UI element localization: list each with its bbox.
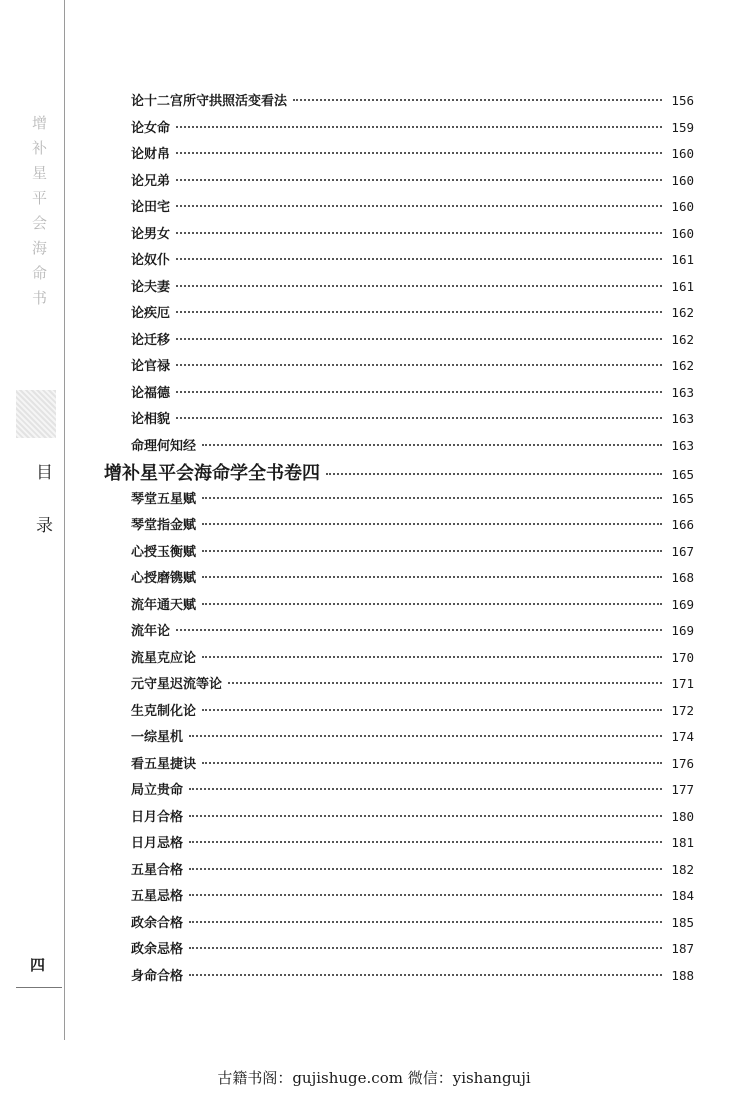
toc-entry-page: 188 (671, 967, 694, 983)
toc-entry-page: 162 (671, 305, 694, 320)
toc-entry-page: 176 (671, 755, 694, 771)
footer-watermark: 古籍书阁：gujishuge.com 微信：yishanguji (217, 1069, 531, 1087)
toc-entry[interactable] (131, 302, 694, 324)
toc-entry-page: 160 (671, 225, 694, 241)
toc-entry-page: 159 (671, 119, 694, 135)
toc-entry[interactable] (131, 832, 694, 854)
toc-entry-title: 生克制化论 (131, 703, 197, 719)
toc-entry-title: 论男女 (131, 226, 171, 242)
toc-entry[interactable] (131, 90, 694, 112)
toc-volume-heading[interactable] (104, 459, 694, 484)
toc-entry[interactable] (131, 647, 694, 669)
toc-entry-title: 论十二宫所守拱照活变看法 (131, 94, 288, 109)
toc-entry-page: 171 (671, 676, 694, 691)
leader-dots (189, 947, 662, 949)
leader-dots (189, 921, 662, 923)
toc-entry[interactable] (131, 779, 694, 801)
toc-entry-page: 166 (671, 517, 694, 532)
toc-entry-page: 169 (671, 596, 694, 612)
toc-entry[interactable] (131, 382, 694, 404)
leader-dots (176, 285, 662, 287)
leader-dots (202, 603, 662, 605)
toc-entry[interactable] (131, 276, 694, 298)
toc-entry[interactable] (131, 620, 694, 642)
toc-entry[interactable] (131, 594, 694, 616)
page-number-rule (16, 987, 62, 988)
toc-entry[interactable] (131, 700, 694, 722)
toc-entry-title: 增补星平会海命学全书卷四 (104, 463, 320, 484)
toc-entry-title: 论奴仆 (131, 253, 171, 268)
running-book-title: 增补星平会海命书 (30, 115, 48, 315)
toc-entry-page: 174 (671, 729, 694, 744)
leader-dots (189, 841, 662, 843)
leader-dots (176, 205, 662, 207)
toc-entry-title: 论夫妻 (131, 279, 171, 295)
toc-entry-title: 心授磨镌赋 (131, 571, 197, 586)
leader-dots (202, 497, 662, 499)
toc-entry[interactable] (131, 223, 694, 245)
toc-entry[interactable] (131, 912, 694, 934)
toc-entry-title: 流星克应论 (131, 650, 197, 666)
toc-entry[interactable] (131, 143, 694, 165)
leader-dots (202, 444, 662, 446)
toc-entry-page: 182 (671, 861, 694, 877)
toc-entry-title: 局立贵命 (131, 783, 184, 798)
toc-entry-title: 身命合格 (131, 968, 184, 984)
toc-entry-page: 162 (671, 358, 694, 373)
toc-entry-page: 184 (671, 888, 694, 903)
leader-dots (326, 473, 662, 475)
toc-entry-title: 论福德 (131, 385, 171, 401)
toc-entry[interactable] (131, 673, 694, 695)
toc-entry-title: 流年论 (131, 624, 171, 639)
leader-dots (176, 629, 662, 631)
toc-entry-title: 流年通天赋 (131, 597, 197, 613)
toc-entry[interactable] (131, 938, 694, 960)
scan-smudge (16, 390, 56, 438)
leader-dots (176, 417, 662, 419)
toc-entry-title: 琴堂五星赋 (131, 491, 197, 507)
toc-entry-page: 161 (671, 252, 694, 267)
toc-entry-page: 177 (671, 782, 694, 797)
toc-entry[interactable] (131, 965, 694, 987)
spine-line (64, 0, 65, 1040)
toc-entry[interactable] (131, 117, 694, 139)
leader-dots (202, 576, 662, 578)
toc-entry-title: 政余忌格 (131, 942, 184, 957)
toc-entry[interactable] (131, 567, 694, 589)
toc-entry[interactable] (131, 249, 694, 271)
leader-dots (176, 364, 662, 366)
toc-entry[interactable] (131, 885, 694, 907)
toc-entry[interactable] (131, 753, 694, 775)
toc-entry[interactable] (131, 514, 694, 536)
toc-entry-title: 论女命 (131, 120, 171, 136)
toc-entry[interactable] (131, 329, 694, 351)
toc-entry[interactable] (131, 859, 694, 881)
toc-entry[interactable] (131, 488, 694, 510)
toc-entry-title: 论迁移 (131, 332, 171, 348)
toc-entry-title: 论疾厄 (131, 306, 171, 321)
toc-entry-page: 167 (671, 543, 694, 559)
leader-dots (189, 868, 662, 870)
leader-dots (176, 258, 662, 260)
toc-entry-page: 185 (671, 914, 694, 930)
toc-entry-title: 论田宅 (131, 200, 171, 215)
leader-dots (189, 974, 662, 976)
toc-entry-page: 160 (671, 172, 694, 188)
toc-entry[interactable] (131, 541, 694, 563)
leader-dots (202, 762, 662, 764)
leader-dots (189, 894, 662, 896)
leader-dots (189, 788, 662, 790)
toc-entry-title: 论相貌 (131, 412, 171, 427)
leader-dots (176, 311, 662, 313)
toc-entry-title: 一综星机 (131, 730, 184, 745)
leader-dots (189, 815, 662, 817)
toc-entry-page: 180 (671, 808, 694, 824)
leader-dots (176, 391, 662, 393)
leader-dots (202, 709, 662, 711)
toc-entry-page: 187 (671, 941, 694, 956)
leader-dots (189, 735, 662, 737)
toc-entry-page: 160 (671, 199, 694, 214)
toc-entry-page: 163 (671, 411, 694, 426)
toc-entry-page: 162 (671, 331, 694, 347)
toc-entry-page: 170 (671, 649, 694, 665)
leader-dots (293, 99, 662, 101)
toc-entry-title: 论官禄 (131, 359, 171, 374)
toc-entry[interactable] (131, 435, 694, 457)
leader-dots (176, 126, 662, 128)
toc-entry-page: 165 (671, 467, 694, 482)
toc-entry-title: 日月合格 (131, 809, 184, 825)
leader-dots (176, 179, 662, 181)
toc-entry-page: 160 (671, 146, 694, 161)
toc-entry[interactable] (131, 726, 694, 748)
toc-entry-title: 元守星迟流等论 (131, 677, 223, 692)
toc-entry-title: 政余合格 (131, 915, 184, 931)
toc-entry-page: 168 (671, 570, 694, 585)
toc-entry-title: 命理何知经 (131, 438, 197, 454)
leader-dots (202, 550, 662, 552)
toc-entry-title: 论财帛 (131, 147, 171, 162)
toc-entry-page: 161 (671, 278, 694, 294)
leader-dots (202, 523, 662, 525)
toc-entry[interactable] (131, 408, 694, 430)
toc-entry-title: 看五星捷诀 (131, 756, 197, 772)
toc-entry-title: 日月忌格 (131, 836, 184, 851)
toc-entry-title: 五星合格 (131, 862, 184, 878)
toc-entry[interactable] (131, 355, 694, 377)
toc-entry[interactable] (131, 806, 694, 828)
leader-dots (176, 338, 662, 340)
toc-entry-page: 163 (671, 384, 694, 400)
toc-entry[interactable] (131, 170, 694, 192)
toc-entry-page: 156 (671, 93, 694, 108)
toc-entry-page: 163 (671, 437, 694, 453)
toc-entry-title: 论兄弟 (131, 173, 171, 189)
toc-entry-page: 181 (671, 835, 694, 850)
leader-dots (176, 152, 662, 154)
toc-entry-title: 琴堂指金赋 (131, 518, 197, 533)
leader-dots (176, 232, 662, 234)
toc-entry-page: 169 (671, 623, 694, 638)
leader-dots (202, 656, 662, 658)
leader-dots (228, 682, 662, 684)
page-number: 四 (30, 956, 46, 974)
toc-entry-title: 心授玉衡赋 (131, 544, 197, 560)
section-label: 目录 (32, 463, 52, 569)
toc-entry[interactable] (131, 196, 694, 218)
toc-entry-page: 165 (671, 490, 694, 506)
toc-entry-title: 五星忌格 (131, 889, 184, 904)
toc-entry-page: 172 (671, 702, 694, 718)
